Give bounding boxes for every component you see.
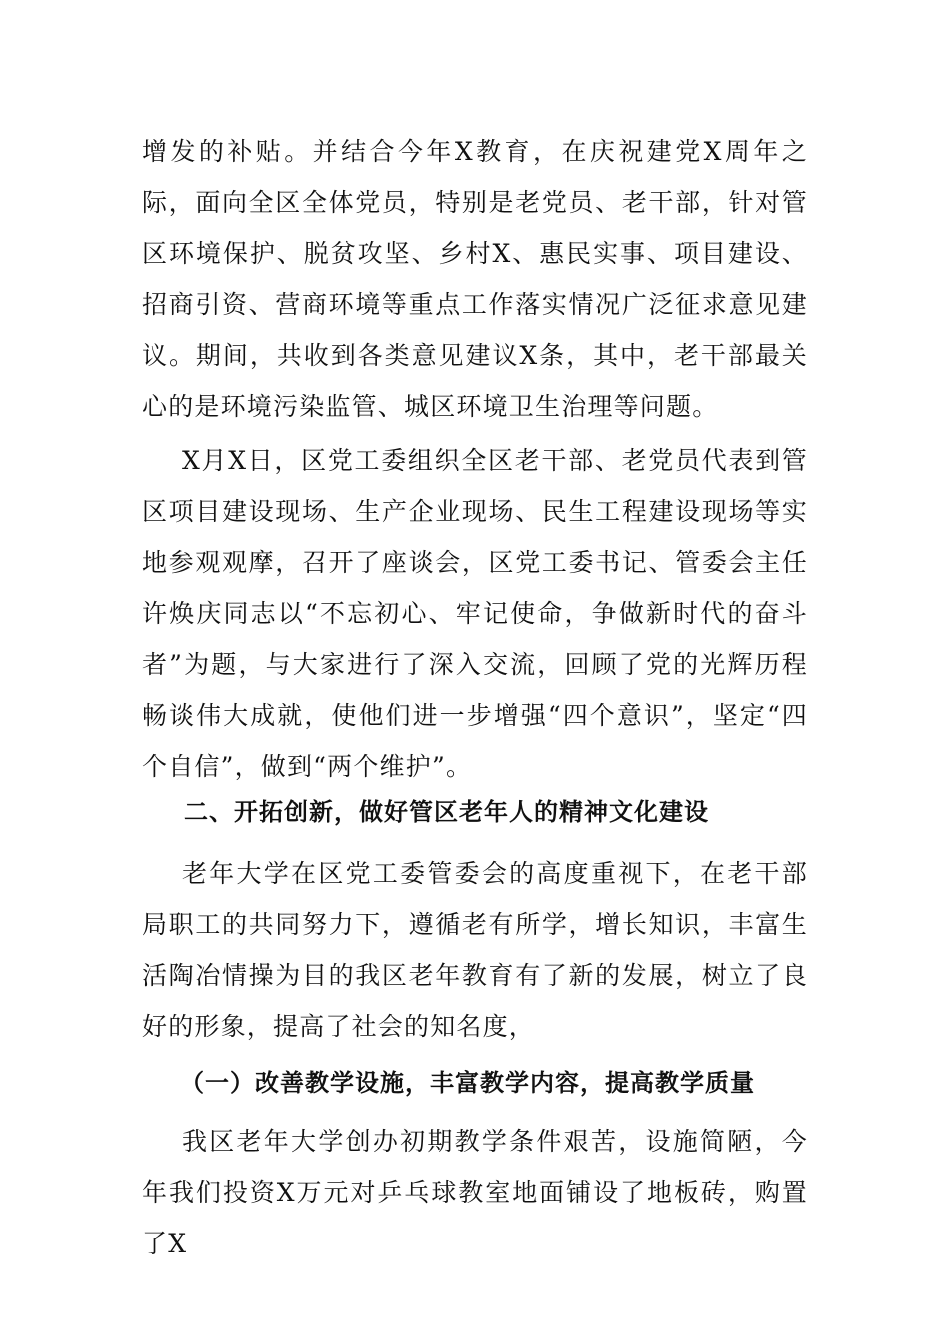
body-paragraph: X月X日，区党工委组织全区老干部、老党员代表到管区项目建设现场、生产企业现场、民生工程建设现场等实地参观观摩，召开了座谈会，区党工委书记、管委会主任许焕庆同志以“不忘初心、牢记使命，争做新时代的奋斗者”为题，与大家进行了深入交流，回顾了党的光辉历程畅谈伟大成就，使他们进一步增强“四个意识”，坚定“四个自信”，做到“两个维护”。 bbox=[142, 446, 808, 781]
section-heading: 二、开拓创新，做好管区老年人的精神文化建设 bbox=[184, 798, 709, 826]
body-paragraph: 增发的补贴。并结合今年X教育，在庆祝建党X周年之际，面向全区全体党员，特别是老党员、老干部，针对管区环境保护、脱贫攻坚、乡村X、惠民实事、项目建设、招商引资、营商环境等重点工作落实情况广泛征求意见建议。期间，共收到各类意见建议X条，其中，老干部最关心的是环境污染监管、城区环境卫生治理等问题。 bbox=[142, 137, 808, 421]
body-paragraph: 我区老年大学创办初期教学条件艰苦，设施简陋，今年我们投资X万元对乒乓球教室地面铺设了地板砖，购置了X bbox=[142, 1127, 808, 1258]
body-paragraph: 老年大学在区党工委管委会的高度重视下，在老干部局职工的共同努力下，遵循老有所学，增长知识，丰富生活陶冶情操为目的我区老年教育有了新的发展，树立了良好的形象，提高了社会的知名度， bbox=[142, 859, 808, 1041]
subsection-heading: （一）改善教学设施，丰富教学内容，提高教学质量 bbox=[180, 1069, 755, 1097]
